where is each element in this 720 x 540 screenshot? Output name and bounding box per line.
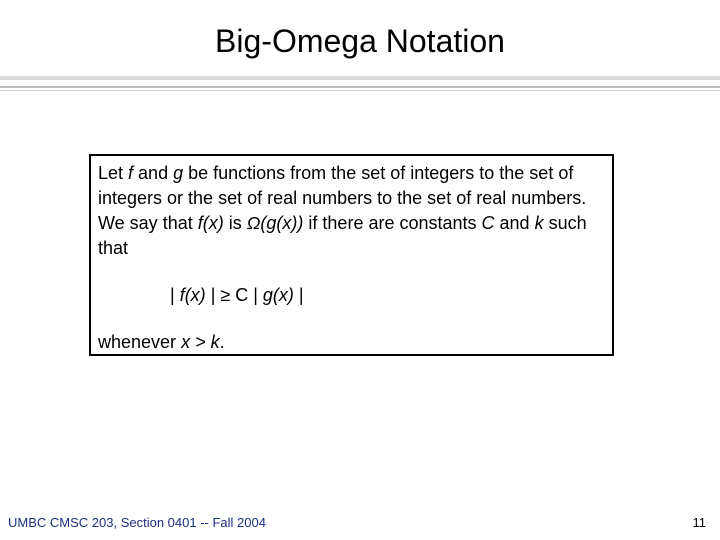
big-omega-expression: Ω(g(x)) xyxy=(246,213,304,233)
formula-part: | xyxy=(293,285,304,305)
condition-part: . xyxy=(219,332,225,352)
title-divider-thick xyxy=(0,76,720,80)
condition-inequality: x > k xyxy=(181,332,220,352)
condition-text xyxy=(98,330,225,355)
formula-part: | xyxy=(170,285,180,305)
condition-part: whenever xyxy=(98,332,182,352)
function-f: f xyxy=(128,163,134,183)
inequality-formula xyxy=(170,283,304,308)
title-divider-thin xyxy=(0,86,720,88)
footer-course-text: CMSC 203, Section 0401 -- Fall 2004 xyxy=(46,515,266,530)
footer-umbc: UMBC xyxy=(8,515,47,530)
definition-text-part: such that xyxy=(98,213,587,258)
title-divider-hairline xyxy=(0,90,720,91)
constant-c: C xyxy=(481,213,495,233)
function-g: g xyxy=(173,163,184,183)
formula-gx: g(x) xyxy=(262,285,294,305)
formula-part: | ≥ C | xyxy=(205,285,263,305)
definition-text-part: and xyxy=(494,213,535,233)
definition-text-part: be functions from the set of integers to the set of integers or the set of real numbers to the set of real numbers. We say that xyxy=(98,163,587,233)
formula-fx: f(x) xyxy=(179,285,206,305)
footer-course xyxy=(8,514,266,532)
page-number: 11 xyxy=(692,515,706,530)
definition-text-part: if there are constants xyxy=(303,213,482,233)
function-fx: f(x) xyxy=(197,213,224,233)
definition-text-part: and xyxy=(133,163,174,183)
constant-k: k xyxy=(534,213,544,233)
definition-text xyxy=(98,161,614,261)
definition-text-part: is xyxy=(223,213,247,233)
definition-box xyxy=(89,154,614,356)
slide-title: Big-Omega Notation xyxy=(215,23,505,59)
definition-text-part: Let xyxy=(98,163,129,183)
